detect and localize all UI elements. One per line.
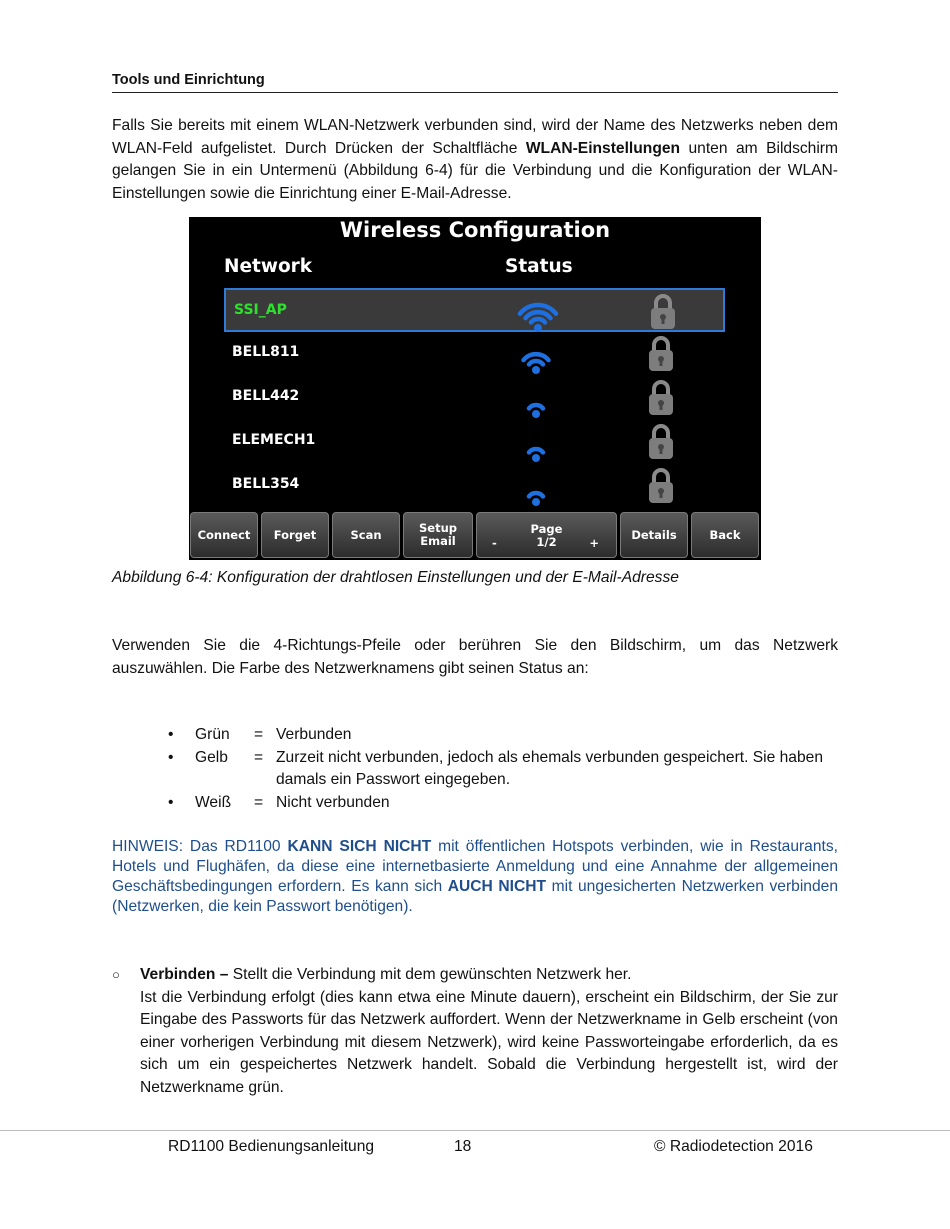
- setup-email-label-1: Setup: [419, 521, 457, 535]
- wifi-signal-icon: [510, 377, 562, 419]
- wifi-signal-icon: [510, 465, 562, 507]
- setup-email-label-2: Email: [420, 534, 456, 548]
- setup-email-button[interactable]: [403, 512, 473, 558]
- wifi-signal-icon: [510, 333, 562, 375]
- legend-color: Grün: [195, 726, 230, 743]
- lock-icon: [647, 335, 675, 373]
- network-row[interactable]: [224, 288, 725, 332]
- note-text-1: HINWEIS: Das RD1100: [112, 838, 288, 855]
- note-text-3: mit ungesicherten Netzwerken verbinden (Netzwerken, die kein Passwort benötigen).: [112, 878, 838, 915]
- legend-item: [168, 792, 848, 815]
- intro-paragraph: [112, 115, 838, 205]
- legend-equals: =: [254, 748, 264, 766]
- network-row[interactable]: [224, 420, 725, 464]
- wifi-signal-icon: [512, 291, 564, 333]
- wifi-signal-icon: [510, 421, 562, 463]
- intro-text-1: Falls Sie bereits mit einem WLAN-Netzwerk verbunden sind, wird der Name des Netzwerks neben dem WLAN-Feld aufgelistet. Durch Drücken der Schaltfläche: [112, 117, 838, 157]
- note-paragraph: [112, 837, 838, 917]
- lock-icon: [649, 293, 677, 331]
- legend-equals: =: [254, 793, 264, 811]
- page-next-icon[interactable]: +: [589, 536, 599, 550]
- scan-button[interactable]: Scan: [332, 512, 400, 558]
- forget-button[interactable]: Forget: [261, 512, 329, 558]
- page-number: 1/2: [536, 535, 557, 549]
- footer-manual-title: RD1100 Bedienungsanleitung: [168, 1138, 375, 1155]
- verbinden-section: [112, 964, 838, 1099]
- circle-bullet-icon: ○: [112, 967, 120, 982]
- verbinden-text: [140, 964, 838, 1099]
- column-header-network: Network: [224, 256, 313, 277]
- page-button[interactable]: [476, 512, 617, 558]
- legend-item: [168, 747, 848, 792]
- section-header: Tools und Einrichtung: [112, 72, 838, 93]
- footer-page-number: 18: [454, 1138, 472, 1155]
- network-row[interactable]: [224, 332, 725, 376]
- screen-button-bar: [189, 510, 761, 560]
- page-label: Page: [530, 522, 563, 536]
- note-text-2: mit öffentlichen Hotspots verbinden, wie in Restaurants, Hotels und Flughäfen, da diese eine internetbasierte Anmeldung und eine Annahme der allgemeinen Geschäftsbedingungen erfordern. Es kann sich: [112, 838, 838, 895]
- verbinden-line1: Stellt die Verbindung mit dem gewünschten Netzwerk her.: [228, 966, 632, 983]
- page-prev-icon[interactable]: -: [492, 536, 497, 550]
- bullet-icon: •: [168, 726, 174, 743]
- footer-copyright: © Radiodetection 2016: [654, 1138, 813, 1155]
- color-legend: [168, 724, 848, 814]
- verbinden-title: Verbinden –: [140, 966, 229, 983]
- verbinden-body: Ist die Verbindung erfolgt (dies kann etwa eine Minute dauern), erscheint ein Bildschirm, der Sie zur Eingabe des Passworts für das Netzwerk auffordert. Wenn der Netzwerkname in Gelb erscheint (von einer vorherigen Verbindung mit diesem Netzwerk), wird keine Passworteingabe erforderlich, da es sich um ein gespeichertes Netzwerk handelt. Sobald die Verbindung hergestellt ist, wird der Netzwerkname grün.: [140, 988, 838, 1096]
- footer-divider: [0, 1130, 950, 1131]
- intro-bold: WLAN-Einstellungen: [525, 139, 681, 157]
- network-name: BELL354: [232, 476, 300, 492]
- lock-icon: [647, 379, 675, 417]
- network-name: ELEMECH1: [232, 432, 316, 448]
- network-row[interactable]: [224, 464, 725, 508]
- device-screen: [189, 217, 761, 560]
- lock-icon: [647, 467, 675, 505]
- intro-text-2: unten am Bildschirm gelangen Sie in ein Untermenü (Abbildung 6-4) für die Verbindung und die Konfiguration der WLAN-Einstellungen sowie die Einrichtung einer E-Mail-Adresse.: [112, 139, 838, 202]
- network-row[interactable]: [224, 376, 725, 420]
- bullet-icon: •: [168, 793, 174, 811]
- note-bold-2: AUCH NICHT: [447, 878, 547, 895]
- legend-meaning: Nicht verbunden: [276, 793, 390, 811]
- lock-icon: [647, 423, 675, 461]
- legend-meaning: Zurzeit nicht verbunden, jedoch als ehemals verbunden gespeichert. Sie haben damals ein Passwort eingegeben.: [276, 748, 823, 788]
- figure-caption: Abbildung 6-4: Konfiguration der drahtlosen Einstellungen und der E-Mail-Adresse: [112, 569, 679, 586]
- connect-button[interactable]: Connect: [190, 512, 258, 558]
- legend-meaning: Verbunden: [276, 726, 352, 743]
- legend-item: [168, 724, 848, 747]
- legend-color: Gelb: [195, 748, 228, 766]
- screen-title: Wireless Configuration: [339, 218, 611, 242]
- bullet-icon: •: [168, 748, 174, 766]
- legend-equals: =: [254, 726, 264, 743]
- network-name: BELL811: [232, 344, 300, 360]
- details-button[interactable]: Details: [620, 512, 688, 558]
- network-name: BELL442: [232, 388, 300, 404]
- back-button[interactable]: Back: [691, 512, 759, 558]
- instruction-paragraph: Verwenden Sie die 4-Richtungs-Pfeile oder berühren Sie den Bildschirm, um das Netzwerk auszuwählen. Die Farbe des Netzwerknamens gibt seinen Status an:: [112, 637, 838, 677]
- column-header-status: Status: [505, 256, 573, 277]
- note-bold-1: KANN SICH NICHT: [287, 838, 432, 855]
- network-name: SSI_AP: [234, 302, 287, 318]
- legend-color: Weiß: [195, 793, 232, 811]
